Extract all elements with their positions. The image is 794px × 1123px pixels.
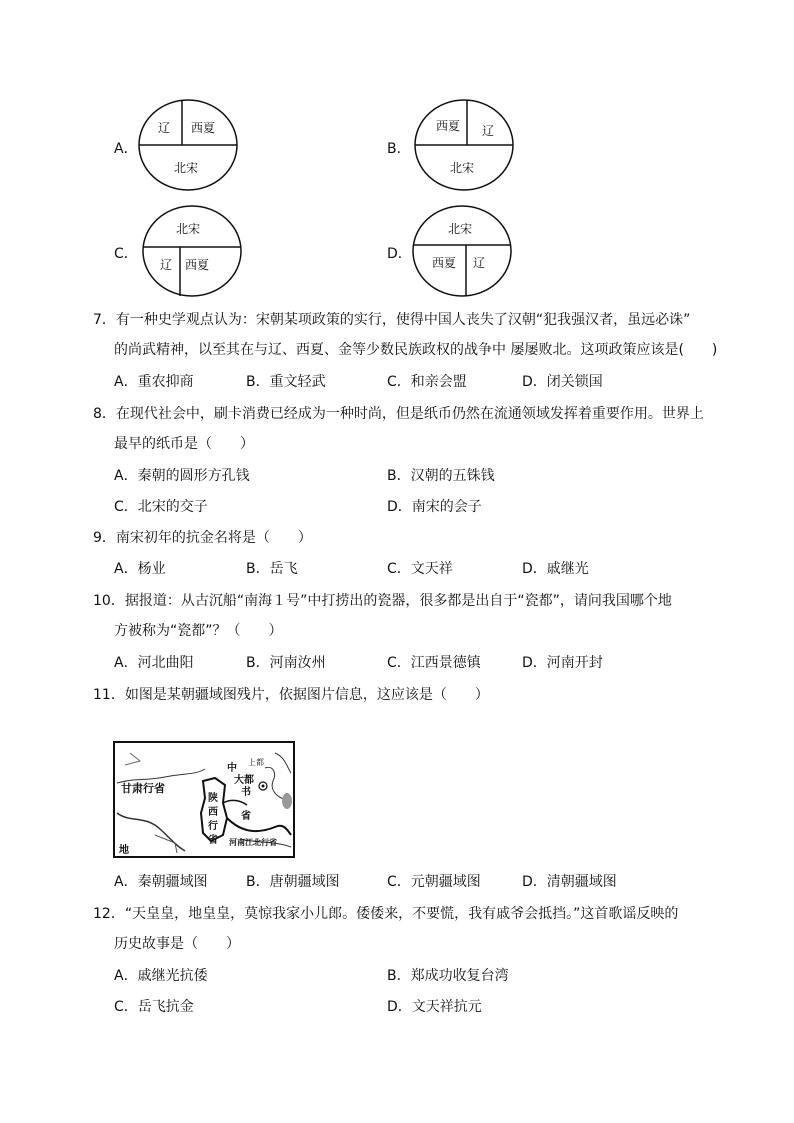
map-label: 行 (208, 821, 218, 832)
q12-option-b: B．郑成功收复台湾 (387, 968, 509, 984)
q12-option-a: A．戚继光抗倭 (114, 968, 208, 984)
q7-option-d: D．闭关锁国 (522, 374, 603, 390)
q11-stem: 11．如图是某朝疆域图残片，依据图片信息，这应该是（ ） (93, 687, 489, 703)
q12-stem-line2: 历史故事是（ ） (114, 936, 240, 952)
map-label: 地 (119, 845, 129, 856)
q8-stem-line1: 8．在现代社会中，刷卡消费已经成为一种时尚，但是纸币仍然在流通领域发挥着重要作用。世界上 (93, 406, 704, 422)
q11-option-d: D．清朝疆域图 (522, 874, 617, 890)
map-label: 西 (208, 807, 218, 818)
q10-option-d: D．河南开封 (522, 655, 603, 671)
region-label: 西夏 (185, 258, 210, 272)
circle-diagram-d (410, 203, 514, 299)
q8-option-b: B．汉朝的五铢钱 (387, 468, 495, 484)
region-label: 北宋 (176, 222, 201, 236)
region-label: 西夏 (436, 119, 461, 133)
q11-option-b: B．唐朝疆域图 (246, 874, 340, 890)
map-label: 大都 (234, 775, 254, 786)
circle-diagram-c (140, 203, 244, 299)
map-label: 甘肃行省 (121, 782, 165, 795)
q10-option-b: B．河南汝州 (246, 655, 326, 671)
region-label: 北宋 (448, 222, 473, 236)
circle-diagram-b (412, 97, 516, 193)
q8-option-a: A．秦朝的圆形方孔钱 (114, 468, 250, 484)
map-label: 省 (208, 835, 218, 846)
region-label: 北宋 (450, 161, 475, 175)
region-label: 西夏 (432, 256, 457, 270)
q10-stem-line1: 10．据报道：从古沉船“南海１号”中打捞出的瓷器，很多都是出自于“瓷都”，请问我国哪个地 (93, 593, 672, 609)
map-label: 陕 (208, 793, 218, 804)
q8-option-c: C．北宋的交子 (114, 499, 208, 515)
map-label: 河南江北行省 (229, 838, 277, 847)
q7-option-c: C．和亲会盟 (387, 374, 467, 390)
map-label: 上都 (248, 758, 264, 767)
region-label: 辽 (482, 124, 495, 138)
region-label: 西夏 (191, 121, 216, 135)
q8-stem-line2: 最早的纸币是（ ） (114, 436, 254, 452)
q12-option-c: C．岳飞抗金 (114, 999, 194, 1015)
map-drawing (115, 743, 293, 856)
map-label: 省 (241, 811, 251, 822)
territory-map-fragment (113, 741, 295, 858)
q7-stem-line1: 7．有一种史学观点认为：宋朝某项政策的实行，使得中国人丧失了汉朝“犯我强汉者，虽远必诛” (93, 312, 691, 328)
q10-option-c: C．江西景德镇 (387, 655, 481, 671)
q12-option-d: D．文天祥抗元 (387, 999, 482, 1015)
map-label: 中 (227, 763, 237, 774)
region-label: 辽 (473, 256, 486, 270)
option-letter-b: B． (387, 141, 411, 157)
circle-diagram-a (136, 97, 240, 193)
option-letter-c: C． (114, 246, 138, 262)
q9-option-c: C．文天祥 (387, 561, 453, 577)
q11-option-c: C．元朝疆域图 (387, 874, 481, 890)
option-letter-d: D． (387, 246, 412, 262)
q9-stem: 9．南宋初年的抗金名将是（ ） (93, 530, 312, 546)
region-label: 辽 (160, 258, 173, 272)
q10-stem-line2: 方被称为“瓷都”？（ ） (114, 623, 283, 639)
q12-stem-line1: 12．“天皇皇，地皇皇，莫惊我家小儿郎。倭倭来，不要慌，我有戚爷会抵挡。”这首歌谣反映的 (93, 906, 679, 922)
q9-option-d: D．戚继光 (522, 561, 589, 577)
q8-option-d: D．南宋的会子 (387, 499, 482, 515)
q9-option-a: A．杨业 (114, 561, 166, 577)
option-letter-a: A． (114, 141, 138, 157)
q9-option-b: B．岳飞 (246, 561, 298, 577)
q7-option-b: B．重文轻武 (246, 374, 326, 390)
q10-option-a: A．河北曲阳 (114, 655, 194, 671)
q11-option-a: A．秦朝疆域图 (114, 874, 208, 890)
map-label: 书 (241, 787, 251, 798)
region-label: 辽 (158, 121, 171, 135)
q7-option-a: A．重农抑商 (114, 374, 194, 390)
region-label: 北宋 (174, 161, 199, 175)
q7-stem-line2: 的尚武精神，以至其在与辽、西夏、金等少数民族政权的战争中 屡屡败北。这项政策应该是( ) (114, 342, 718, 358)
